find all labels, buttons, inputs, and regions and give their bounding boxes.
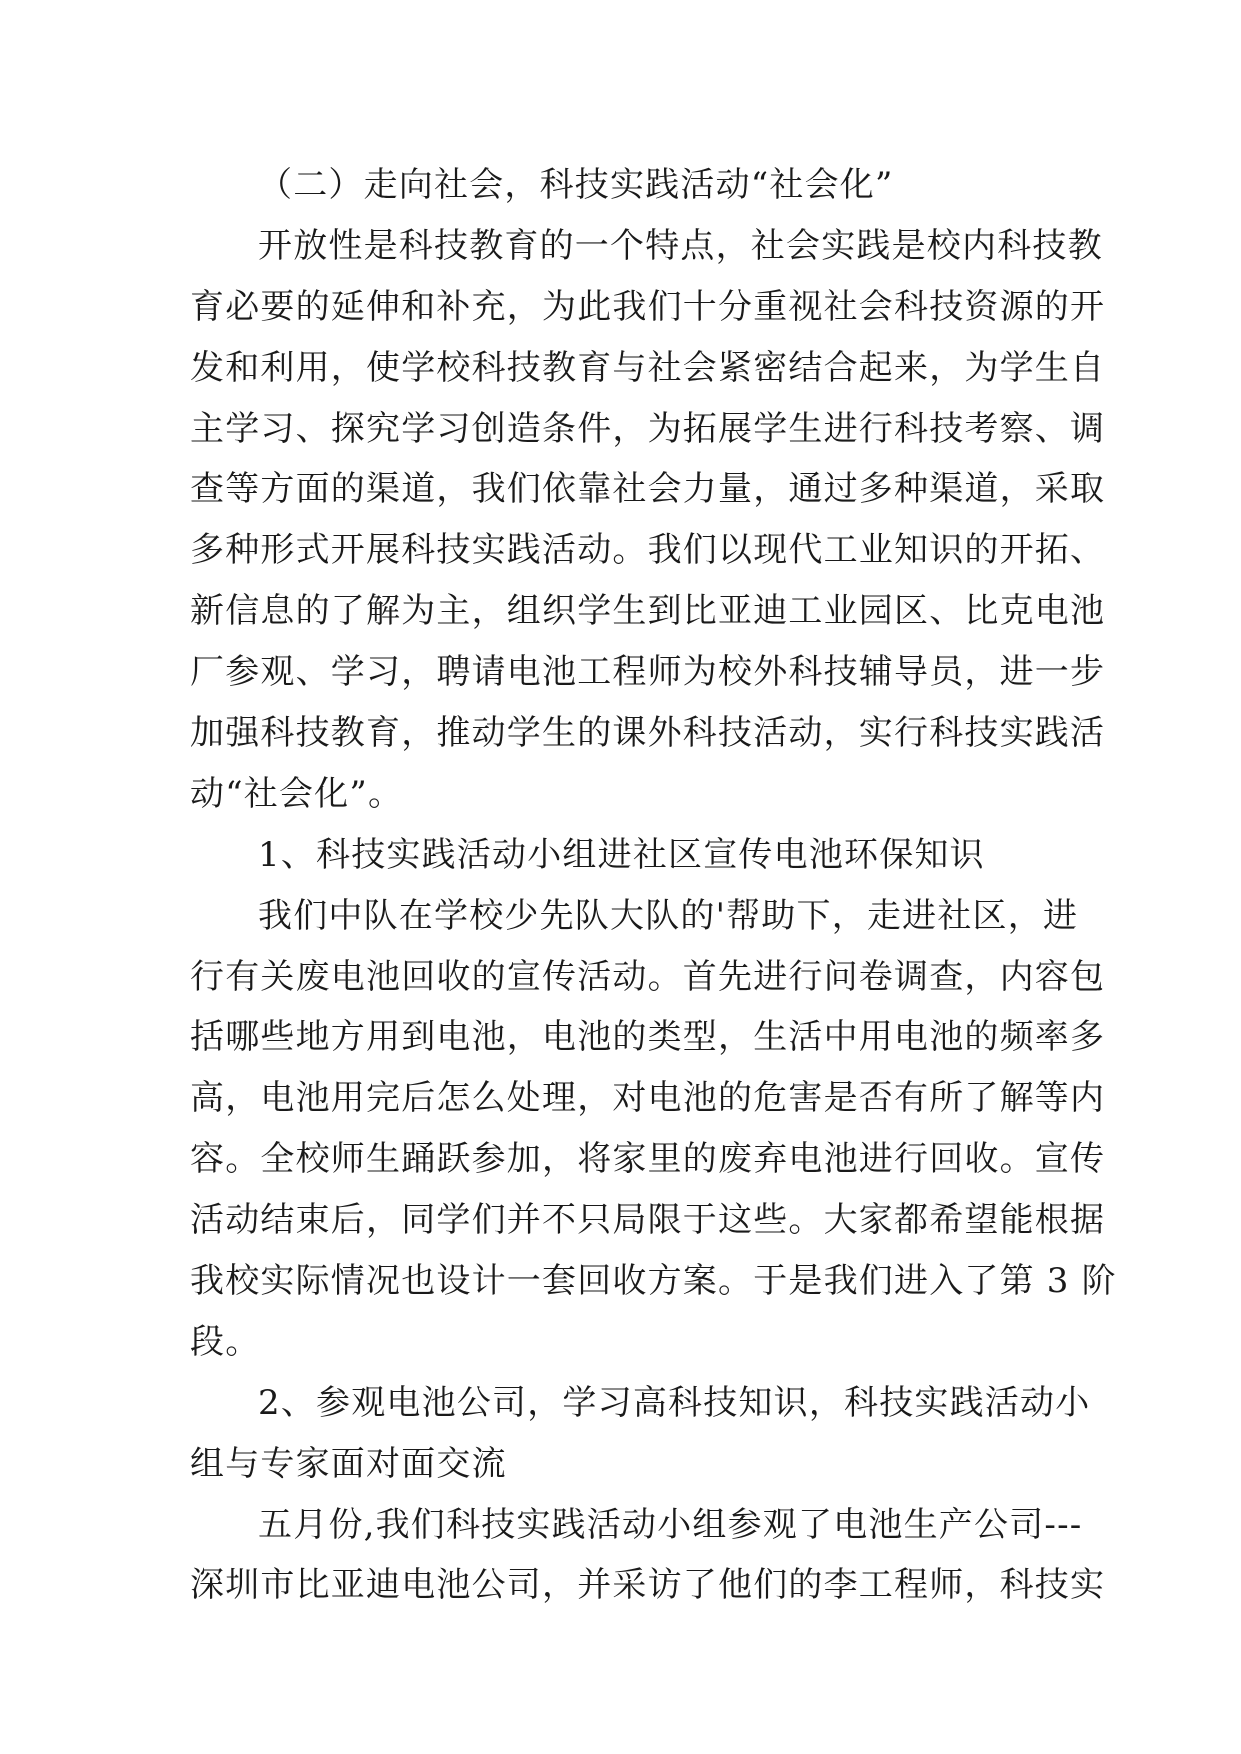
- paragraph-line: 新信息的了解为主，组织学生到比亚迪工业园区、比克电池: [190, 591, 1106, 632]
- paragraph-line: 我们中队在学校少先队大队的'帮助下，走进社区，进: [258, 895, 1079, 936]
- paragraph-line: 主学习、探究学习创造条件，为拓展学生进行科技考察、调: [190, 408, 1106, 449]
- paragraph-line: 活动结束后，同学们并不只局限于这些。大家都希望能根据: [190, 1200, 1106, 1241]
- document-body: [190, 155, 1117, 1616]
- paragraph-line: 行有关废电池回收的宣传活动。首先进行问卷调查，内容包: [190, 956, 1106, 997]
- paragraph-line: 深圳市比亚迪电池公司，并采访了他们的李工程师，科技实: [190, 1565, 1106, 1606]
- paragraph-line: 发和利用，使学校科技教育与社会紧密结合起来，为学生自: [190, 347, 1106, 388]
- paragraph-line: 括哪些地方用到电池，电池的类型，生活中用电池的频率多: [190, 1017, 1106, 1058]
- paragraph-line: 多种形式开展科技实践活动。我们以现代工业知识的开拓、: [190, 530, 1106, 571]
- paragraph-line: 高，电池用完后怎么处理，对电池的危害是否有所了解等内: [190, 1078, 1106, 1119]
- subheading: 2、参观电池公司，学习高科技知识，科技实践活动小: [258, 1382, 1091, 1423]
- paragraph-line: 厂参观、学习，聘请电池工程师为校外科技辅导员，进一步: [190, 652, 1106, 693]
- paragraph-line: 容。全校师生踊跃参加，将家里的废弃电池进行回收。宣传: [190, 1139, 1106, 1180]
- paragraph-line: 五月份,我们科技实践活动小组参观了电池生产公司---: [258, 1504, 1083, 1545]
- paragraph-line: 段。: [190, 1321, 261, 1362]
- subheading: 1、科技实践活动小组进社区宣传电池环保知识: [258, 834, 985, 875]
- section-heading: （二）走向社会，科技实践活动“社会化”: [258, 165, 894, 205]
- paragraph-line: 开放性是科技教育的一个特点，社会实践是校内科技教: [258, 225, 1103, 266]
- paragraph-line: 我校实际情况也设计一套回收方案。于是我们进入了第 3 阶: [190, 1261, 1117, 1302]
- paragraph-line: 动“社会化”。: [190, 773, 404, 814]
- paragraph-line: 育必要的延伸和补充，为此我们十分重视社会科技资源的开: [190, 286, 1106, 327]
- paragraph-line: 加强科技教育，推动学生的课外科技活动，实行科技实践活: [190, 713, 1106, 754]
- paragraph-line: 查等方面的渠道，我们依靠社会力量，通过多种渠道，采取: [190, 469, 1106, 510]
- subheading: 组与专家面对面交流: [190, 1443, 507, 1484]
